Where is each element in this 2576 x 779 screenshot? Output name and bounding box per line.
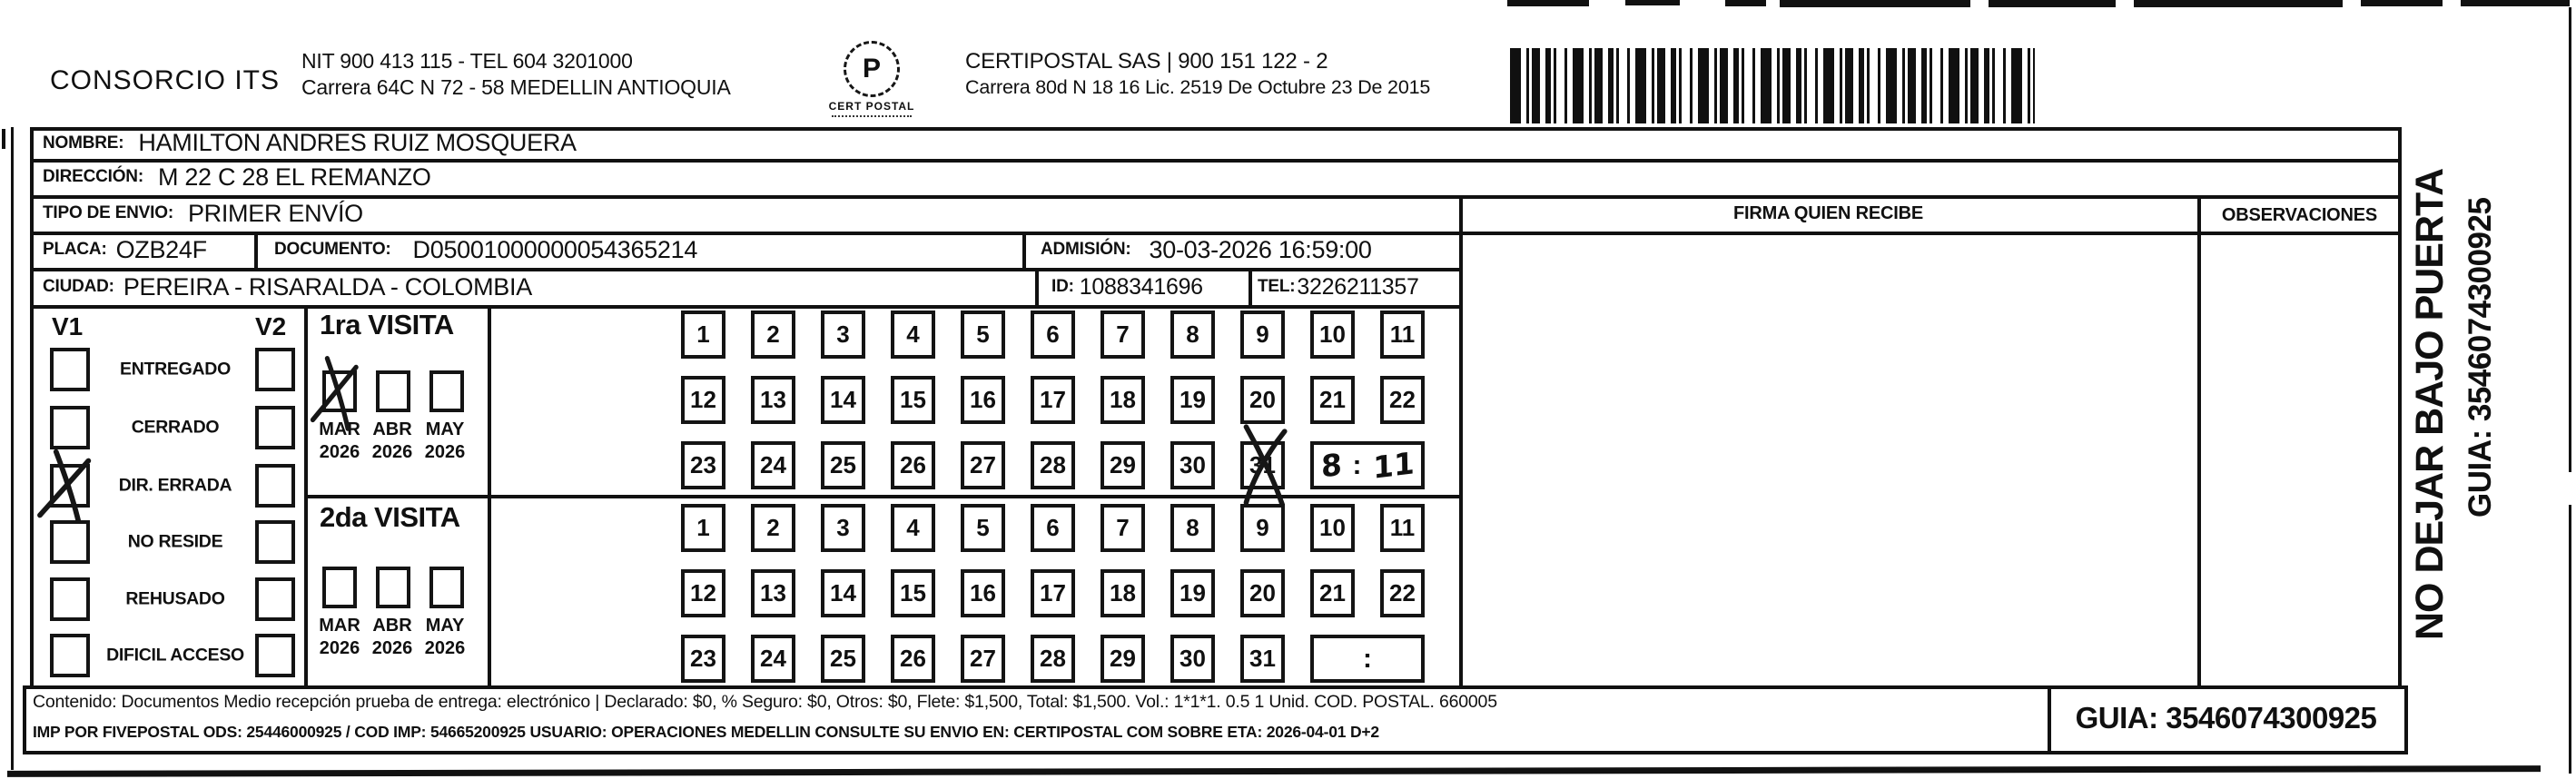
admision-cell — [1031, 232, 1372, 267]
no-dejar-bajo-puerta-warning: NO DEJAR BAJO PUERTA — [2408, 168, 2452, 640]
day-2-box: 2 — [751, 504, 795, 552]
day-28-box: 28 — [1031, 441, 1075, 489]
day-19-box: 19 — [1170, 376, 1215, 424]
placa-value: OZB24F — [115, 235, 207, 263]
day-30-box: 30 — [1170, 635, 1215, 683]
time-box — [1310, 441, 1425, 489]
day-7-box: 7 — [1100, 311, 1145, 359]
day-18-box: 18 — [1100, 569, 1145, 617]
day-21-box: 21 — [1310, 569, 1355, 617]
status-row-dir-errada — [30, 464, 306, 508]
tel-label: TEL: — [1258, 277, 1296, 296]
day-17-box: 17 — [1031, 376, 1075, 424]
day-14-box: 14 — [821, 376, 865, 424]
table-border-line — [1022, 232, 1026, 271]
day-25-box: 25 — [821, 635, 865, 683]
v2-dificil-acceso-checkbox — [255, 634, 295, 677]
day-17-box: 17 — [1031, 569, 1075, 617]
day-4-box: 4 — [891, 311, 935, 359]
nombre-value: HAMILTON ANDRES RUIZ MOSQUERA — [138, 129, 577, 156]
admision-value: 30-03-2026 16:59:00 — [1149, 235, 1372, 263]
day-12-box: 12 — [681, 569, 725, 617]
day-16-box: 16 — [961, 376, 1005, 424]
tel-cell — [1254, 270, 1419, 304]
company-info — [301, 48, 731, 101]
day-8-box: 8 — [1170, 504, 1215, 552]
carrier-info-line1: CERTIPOSTAL SAS | 900 151 122 - 2 — [965, 49, 1328, 74]
side-guia-number: GUIA: 3546074300925 — [2462, 197, 2498, 518]
second-visit-day-grid — [681, 504, 1425, 683]
second-visit-mar-checkbox — [322, 567, 357, 608]
status-label: DIR. ERRADA — [118, 475, 232, 496]
scan-artifact-right-line — [2569, 7, 2571, 472]
status-row-no-reside — [30, 520, 306, 564]
day-14-box: 14 — [821, 569, 865, 617]
day-22-box: 22 — [1380, 376, 1425, 424]
status-label: REHUSADO — [125, 588, 225, 609]
day-11-box: 11 — [1380, 504, 1425, 552]
second-visit-title: 2da VISITA — [320, 501, 460, 533]
guia-number-box: GUIA: 3546074300925 — [2075, 701, 2377, 735]
day-9-box: 9 — [1240, 311, 1285, 359]
import-info-line: IMP POR FIVEPOSTAL ODS: 25446000925 / COD IMP: 54665200925 USUARIO: OPERACIONES MEDELLIN CONSULTE SU ENVIO EN: CERTIPOSTAL COM SOBRE ETA: 2026-04-01 D+2 — [33, 723, 1379, 741]
day-24-box: 24 — [751, 441, 795, 489]
v2-dir-errada-checkbox — [255, 464, 295, 508]
time-box — [1310, 635, 1425, 683]
second-visit-may-checkbox — [429, 567, 464, 608]
month-label: MAY — [425, 616, 465, 636]
time-colon: : — [1352, 449, 1362, 480]
year-label: 2026 — [319, 442, 360, 462]
scan-artifact-top-dash — [1507, 0, 1589, 6]
month-label: ABR — [372, 616, 412, 636]
first-visit-title: 1ra VISITA — [320, 309, 454, 340]
table-border-line — [2404, 685, 2408, 754]
scan-artifact-top-dash — [1725, 0, 1766, 6]
day-10-box: 10 — [1310, 311, 1355, 359]
scan-artifact-top-dash — [2134, 0, 2343, 7]
scan-artifact-left-tick — [2, 129, 5, 149]
ciudad-value: PEREIRA - RISARALDA - COLOMBIA — [123, 272, 532, 301]
ciudad-label: CIUDAD: — [43, 277, 114, 296]
day-27-box: 27 — [961, 635, 1005, 683]
day-1-box: 1 — [681, 504, 725, 552]
firma-quien-recibe-header: FIRMA QUIEN RECIBE — [1733, 203, 1923, 223]
direccion-label: DIRECCIÓN: — [43, 167, 143, 186]
documento-label: DOCUMENTO: — [274, 240, 391, 259]
v2-cerrado-checkbox — [255, 406, 295, 449]
table-border-line — [1459, 195, 1463, 689]
handwritten-x-mark — [317, 365, 362, 418]
day-23-box: 23 — [681, 635, 725, 683]
day-21-box: 21 — [1310, 376, 1355, 424]
observaciones-header: OBSERVACIONES — [2221, 205, 2378, 225]
first-visit-may-checkbox — [429, 370, 464, 412]
second-visit-abr-checkbox — [376, 567, 410, 608]
day-31-box: 31 — [1240, 635, 1285, 683]
second-visit-block — [309, 501, 488, 659]
placa-label: PLACA: — [43, 240, 107, 259]
admision-label: ADMISIÓN: — [1041, 240, 1131, 259]
table-border-line — [1249, 268, 1252, 309]
id-cell — [1042, 270, 1203, 304]
year-label: 2026 — [371, 638, 413, 658]
day-22-box: 22 — [1380, 569, 1425, 617]
table-border-line — [304, 495, 1463, 498]
day-6-box: 6 — [1031, 311, 1075, 359]
day-5-box: 5 — [961, 311, 1005, 359]
documento-cell — [265, 232, 697, 267]
day-4-box: 4 — [891, 504, 935, 552]
day-13-box: 13 — [751, 376, 795, 424]
first-visit-block — [309, 309, 488, 463]
ciudad-cell — [34, 270, 532, 304]
v1-entregado-checkbox — [50, 348, 90, 391]
status-label: NO RESIDE — [127, 531, 223, 552]
status-row-dificil-acceso — [30, 634, 306, 677]
v1-dificil-acceso-checkbox — [50, 634, 90, 677]
barcode — [1510, 48, 2035, 123]
day-26-box: 26 — [891, 635, 935, 683]
status-row-entregado — [30, 348, 306, 391]
documento-value: D05001000000054365214 — [412, 235, 698, 263]
nombre-row — [34, 128, 577, 158]
day-23-box: 23 — [681, 441, 725, 489]
v1-rehusado-checkbox — [50, 577, 90, 621]
day-31-box: 31 — [1240, 441, 1285, 489]
table-border-line — [2197, 195, 2201, 689]
day-15-box: 15 — [891, 569, 935, 617]
day-30-box: 30 — [1170, 441, 1215, 489]
day-27-box: 27 — [961, 441, 1005, 489]
scan-artifact-right-line — [2569, 505, 2571, 774]
scan-artifact-top-dash — [2361, 0, 2443, 6]
v1-no-reside-checkbox — [50, 520, 90, 564]
certpostal-logo-text: CERT POSTAL — [828, 100, 915, 113]
v2-entregado-checkbox — [255, 348, 295, 391]
day-1-box: 1 — [681, 311, 725, 359]
day-2-box: 2 — [751, 311, 795, 359]
status-row-cerrado — [30, 406, 306, 449]
logo-tagline — [832, 115, 912, 121]
company-name: CONSORCIO ITS — [50, 65, 281, 95]
year-label: 2026 — [319, 638, 360, 658]
direccion-value: M 22 C 28 EL REMANZO — [157, 163, 431, 191]
first-visit-mar-checkbox — [322, 370, 357, 412]
scan-artifact-top-dash — [1780, 0, 1970, 7]
year-label: 2026 — [424, 442, 466, 462]
v2-no-reside-checkbox — [255, 520, 295, 564]
day-18-box: 18 — [1100, 376, 1145, 424]
first-visit-day-grid — [681, 311, 1425, 489]
company-info-line1: NIT 900 413 115 - TEL 604 3201000 — [301, 49, 633, 73]
certpostal-logo-icon: P — [844, 41, 900, 97]
day-20-box: 20 — [1240, 569, 1285, 617]
id-label: ID: — [1051, 277, 1074, 296]
company-info-line2: Carrera 64C N 72 - 58 MEDELLIN ANTIOQUIA — [301, 75, 731, 99]
handwritten-x-mark — [44, 459, 95, 513]
day-12-box: 12 — [681, 376, 725, 424]
status-label: CERRADO — [131, 417, 220, 438]
carrier-info-line2: Carrera 80d N 18 16 Lic. 2519 De Octubre 23 De 2015 — [965, 76, 1431, 98]
certpostal-logo — [822, 41, 922, 121]
day-24-box: 24 — [751, 635, 795, 683]
direccion-row — [34, 160, 431, 194]
v1-dir-errada-checkbox — [50, 464, 90, 508]
day-3-box: 3 — [821, 504, 865, 552]
day-10-box: 10 — [1310, 504, 1355, 552]
v2-column-header: V2 — [255, 312, 287, 340]
placa-cell — [34, 232, 207, 267]
v1-column-header: V1 — [52, 312, 84, 340]
day-16-box: 16 — [961, 569, 1005, 617]
scan-artifact-left-line — [11, 127, 14, 770]
handwritten-time-hour: 8 — [1320, 446, 1342, 485]
day-29-box: 29 — [1100, 635, 1145, 683]
first-visit-abr-checkbox — [376, 370, 410, 412]
table-border-line — [254, 232, 258, 271]
table-border-line — [1035, 268, 1039, 309]
table-border-line — [23, 685, 26, 754]
scan-artifact-top-dash — [1989, 0, 2116, 7]
day-9-box: 9 — [1240, 504, 1285, 552]
day-7-box: 7 — [1100, 504, 1145, 552]
month-label: MAY — [425, 419, 465, 439]
day-5-box: 5 — [961, 504, 1005, 552]
scan-artifact-top-dash — [1625, 0, 1680, 5]
month-label: ABR — [372, 419, 412, 439]
year-label: 2026 — [424, 638, 466, 658]
day-8-box: 8 — [1170, 311, 1215, 359]
day-15-box: 15 — [891, 376, 935, 424]
day-26-box: 26 — [891, 441, 935, 489]
content-declaration-line: Contenido: Documentos Medio recepción prueba de entrega: electrónico | Declarado: $0, % Seguro: $0, Otros: $0, Flete: $1,500, Total: $1,500. Vol.: 1*1*1. 0.5 1 Unid. COD. POSTAL. 660005 — [33, 692, 1497, 712]
day-29-box: 29 — [1100, 441, 1145, 489]
status-label: ENTREGADO — [120, 359, 231, 380]
day-11-box: 11 — [1380, 311, 1425, 359]
tipo-envio-row — [34, 196, 363, 231]
nombre-label: NOMBRE: — [43, 133, 124, 153]
tel-value: 3226211357 — [1297, 273, 1419, 300]
scan-artifact-top-dash — [2461, 0, 2570, 6]
handwritten-x-mark — [1235, 436, 1290, 495]
table-border-line — [30, 195, 2402, 199]
year-label: 2026 — [371, 442, 413, 462]
day-19-box: 19 — [1170, 569, 1215, 617]
month-label: MAR — [319, 616, 360, 636]
day-13-box: 13 — [751, 569, 795, 617]
carrier-info — [965, 48, 1430, 101]
tipo-envio-label: TIPO DE ENVIO: — [43, 203, 173, 222]
v1-cerrado-checkbox — [50, 406, 90, 449]
status-label: DIFICIL ACCESO — [106, 645, 244, 666]
day-6-box: 6 — [1031, 504, 1075, 552]
table-border-line — [488, 305, 491, 689]
month-label: MAR — [319, 419, 360, 439]
time-colon: : — [1363, 643, 1372, 674]
scan-artifact-bottom-line — [7, 765, 2541, 777]
v2-rehusado-checkbox — [255, 577, 295, 621]
tipo-envio-value: PRIMER ENVÍO — [187, 199, 363, 227]
day-20-box: 20 — [1240, 376, 1285, 424]
id-value: 1088341696 — [1079, 273, 1203, 300]
day-28-box: 28 — [1031, 635, 1075, 683]
handwritten-time-minutes: 11 — [1372, 445, 1415, 486]
status-row-rehusado — [30, 577, 306, 621]
day-25-box: 25 — [821, 441, 865, 489]
day-3-box: 3 — [821, 311, 865, 359]
